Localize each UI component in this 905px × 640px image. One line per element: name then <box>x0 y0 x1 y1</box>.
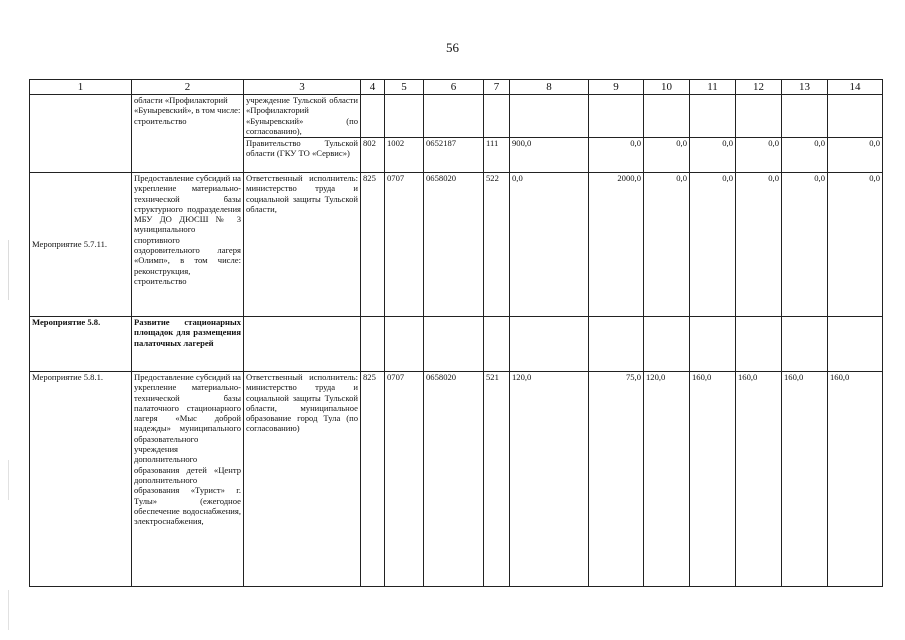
code-cell: 0658020 <box>424 372 484 587</box>
header-cell: 12 <box>736 80 782 95</box>
code-cell <box>424 317 484 372</box>
executor-cell: Правительство Тульской области (ГКУ ТО «Сервис») <box>244 138 361 173</box>
code-cell: 802 <box>361 138 385 173</box>
value-cell: 0,0 <box>828 138 883 173</box>
value-cell: 0,0 <box>782 138 828 173</box>
value-cell: 0,0 <box>690 138 736 173</box>
header-cell: 5 <box>385 80 424 95</box>
value-cell: 2000,0 <box>589 173 644 317</box>
measure-label-cell <box>30 95 132 173</box>
code-cell <box>385 317 424 372</box>
table-row <box>30 95 883 138</box>
header-cell: 1 <box>30 80 132 95</box>
code-cell: 521 <box>484 372 510 587</box>
header-cell: 8 <box>510 80 589 95</box>
scan-mark <box>8 460 9 500</box>
value-cell <box>828 317 883 372</box>
code-cell: 0707 <box>385 173 424 317</box>
code-cell: 0658020 <box>424 173 484 317</box>
value-cell <box>510 95 589 138</box>
description-cell: Предоставление субсидий на укрепление материально-технической базы структурного подразделения МБУ ДО ДЮСШ № 3 муниципального спортивного оздоровительного лагеря «Олимп», в том числе: реконструкция, строительство <box>132 173 244 317</box>
code-cell <box>361 317 385 372</box>
value-cell: 160,0 <box>828 372 883 587</box>
code-cell <box>484 317 510 372</box>
value-cell: 120,0 <box>644 372 690 587</box>
value-cell <box>782 95 828 138</box>
code-cell <box>385 95 424 138</box>
value-cell <box>644 317 690 372</box>
measure-label-cell: Мероприятие 5.8. <box>30 317 132 372</box>
header-row <box>30 80 883 95</box>
code-cell: 522 <box>484 173 510 317</box>
description-cell: области «Профилакторий «Буныревский», в том числе: строительство <box>132 95 244 173</box>
value-cell <box>589 95 644 138</box>
table-row <box>30 372 883 587</box>
budget-table <box>29 79 883 587</box>
table-row <box>30 173 883 317</box>
measure-label-cell: Мероприятие 5.7.11. <box>30 173 132 317</box>
code-cell <box>484 95 510 138</box>
value-cell <box>782 317 828 372</box>
code-cell <box>424 95 484 138</box>
value-cell <box>690 95 736 138</box>
value-cell: 900,0 <box>510 138 589 173</box>
value-cell: 0,0 <box>510 173 589 317</box>
value-cell <box>510 317 589 372</box>
scan-mark <box>8 590 9 630</box>
code-cell: 825 <box>361 372 385 587</box>
table-row <box>30 317 883 372</box>
value-cell: 0,0 <box>736 173 782 317</box>
header-cell: 4 <box>361 80 385 95</box>
value-cell: 0,0 <box>736 138 782 173</box>
value-cell: 75,0 <box>589 372 644 587</box>
value-cell: 0,0 <box>644 173 690 317</box>
scan-mark <box>8 240 9 300</box>
header-cell: 2 <box>132 80 244 95</box>
code-cell <box>361 95 385 138</box>
value-cell <box>736 317 782 372</box>
value-cell: 120,0 <box>510 372 589 587</box>
measure-label-cell: Мероприятие 5.8.1. <box>30 372 132 587</box>
code-cell: 1002 <box>385 138 424 173</box>
value-cell: 160,0 <box>690 372 736 587</box>
description-cell: Развитие стационарных площадок для размещения палаточных лагерей <box>132 317 244 372</box>
header-cell: 10 <box>644 80 690 95</box>
value-cell <box>828 95 883 138</box>
value-cell: 0,0 <box>690 173 736 317</box>
code-cell: 0707 <box>385 372 424 587</box>
header-cell: 6 <box>424 80 484 95</box>
value-cell: 0,0 <box>828 173 883 317</box>
value-cell: 160,0 <box>782 372 828 587</box>
description-cell: Предоставление субсидий на укрепление материально-технической базы палаточного стационарного лагеря «Мыс доброй надежды» муниципального образовательного учреждения дополнительного образования детей «Центр дополнительного образования «Турист» г. Тулы» (ежегодное обеспечение водоснабжения, электроснабжения, <box>132 372 244 587</box>
executor-cell: учреждение Тульской области «Профилакторий «Буныревский» (по согласованию), <box>244 95 361 138</box>
code-cell: 111 <box>484 138 510 173</box>
executor-cell: Ответственный исполнитель: министерство труда и социальной защиты Тульской области, муниципальное образование город Тула (по согласованию) <box>244 372 361 587</box>
value-cell <box>690 317 736 372</box>
value-cell: 0,0 <box>589 138 644 173</box>
header-cell: 7 <box>484 80 510 95</box>
executor-cell: Ответственный исполнитель: министерство труда и социальной защиты Тульской области, <box>244 173 361 317</box>
header-cell: 14 <box>828 80 883 95</box>
header-cell: 13 <box>782 80 828 95</box>
header-cell: 9 <box>589 80 644 95</box>
code-cell: 0652187 <box>424 138 484 173</box>
value-cell: 160,0 <box>736 372 782 587</box>
code-cell: 825 <box>361 173 385 317</box>
value-cell <box>644 95 690 138</box>
page-number: 56 <box>446 40 459 55</box>
value-cell: 0,0 <box>782 173 828 317</box>
value-cell: 0,0 <box>644 138 690 173</box>
value-cell <box>589 317 644 372</box>
value-cell <box>736 95 782 138</box>
executor-cell <box>244 317 361 372</box>
header-cell: 3 <box>244 80 361 95</box>
header-cell: 11 <box>690 80 736 95</box>
